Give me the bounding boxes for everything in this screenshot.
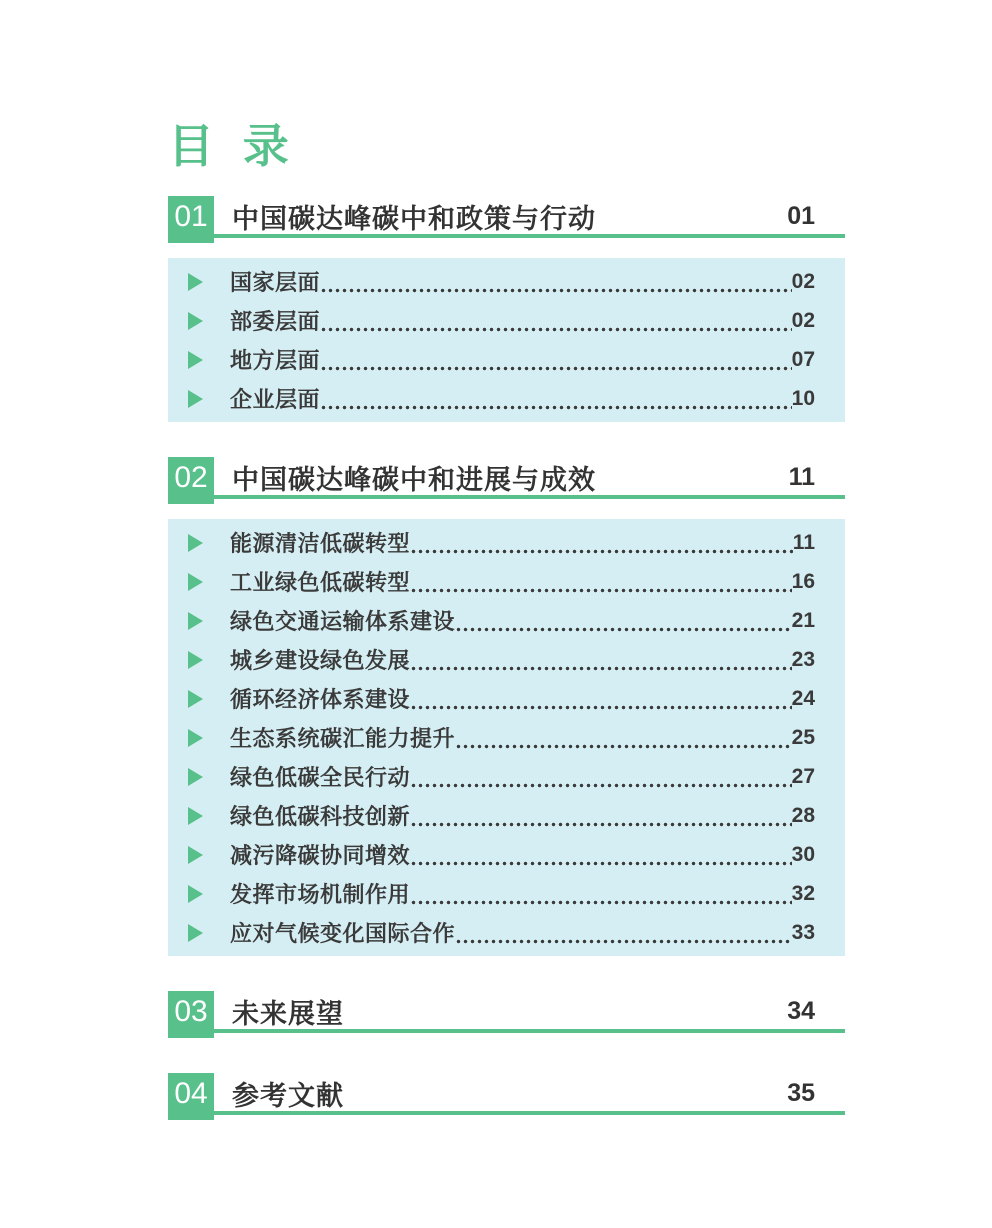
- toc-item[interactable]: [168, 913, 815, 952]
- section-number: 04: [174, 1077, 208, 1110]
- toc-item[interactable]: [168, 340, 815, 379]
- dotted-leader: [320, 327, 792, 332]
- triangle-right-icon: [188, 807, 203, 825]
- section-underline: [168, 1029, 845, 1033]
- toc-item-page-number: 23: [791, 647, 815, 671]
- toc-item[interactable]: [168, 601, 815, 640]
- toc-section: [168, 1073, 845, 1120]
- toc-item[interactable]: [168, 301, 815, 340]
- section-header: [168, 991, 845, 1038]
- toc-item-label: 企业层面: [230, 387, 321, 412]
- section-title[interactable]: 中国碳达峰碳中和进展与成效: [232, 464, 596, 495]
- section-underline: [168, 234, 845, 238]
- triangle-right-icon: [188, 651, 203, 669]
- toc-item-page-number: 07: [791, 347, 815, 371]
- toc-item[interactable]: [168, 262, 815, 301]
- toc-item-page-number: 32: [791, 881, 815, 905]
- toc-item-label: 生态系统碳汇能力提升: [230, 726, 456, 751]
- toc-item-page-number: 30: [791, 842, 815, 866]
- toc-section: [168, 457, 845, 956]
- toc-item-page-number: 28: [791, 803, 815, 827]
- toc-item[interactable]: [168, 757, 815, 796]
- triangle-right-icon: [188, 924, 203, 942]
- toc-item-label: 发挥市场机制作用: [230, 882, 411, 907]
- toc-item-page-number: 02: [791, 308, 815, 332]
- triangle-right-icon: [188, 612, 203, 630]
- toc-item-page-number: 02: [791, 269, 815, 293]
- toc-item-label: 能源清洁低碳转型: [230, 531, 411, 556]
- toc-item-page-number: 25: [791, 725, 815, 749]
- dotted-leader: [410, 861, 792, 866]
- toc-item[interactable]: [168, 718, 815, 757]
- section-header-row: [168, 457, 845, 497]
- toc-section: [168, 991, 845, 1038]
- toc-item-page-number: 33: [791, 920, 815, 944]
- section-header-row: [168, 991, 845, 1031]
- section-number-badge: [168, 196, 214, 243]
- toc-item-label: 国家层面: [230, 270, 321, 295]
- toc-item-label: 减污降碳协同增效: [230, 843, 411, 868]
- section-items-panel: [168, 519, 845, 956]
- section-number: 02: [174, 461, 208, 494]
- toc-item-label: 绿色交通运输体系建设: [230, 609, 456, 634]
- toc-item-page-number: 27: [791, 764, 815, 788]
- section-page-number: 34: [787, 996, 815, 1025]
- dotted-leader: [410, 900, 792, 905]
- toc-item[interactable]: [168, 874, 815, 913]
- toc-item-label: 工业绿色低碳转型: [230, 570, 411, 595]
- toc-item-label: 地方层面: [230, 348, 321, 373]
- triangle-right-icon: [188, 729, 203, 747]
- dotted-leader: [410, 822, 792, 827]
- toc-item-label: 城乡建设绿色发展: [230, 648, 411, 673]
- dotted-leader: [410, 666, 792, 671]
- section-number: 03: [174, 995, 208, 1028]
- triangle-right-icon: [188, 768, 203, 786]
- section-title[interactable]: 未来展望: [232, 998, 344, 1029]
- dotted-leader: [455, 627, 792, 632]
- section-header: [168, 196, 845, 243]
- toc-item[interactable]: [168, 640, 815, 679]
- dotted-leader: [320, 288, 792, 293]
- triangle-right-icon: [188, 690, 203, 708]
- section-underline: [168, 495, 845, 499]
- toc-item[interactable]: [168, 796, 815, 835]
- dotted-leader: [320, 405, 792, 410]
- section-page-number: 35: [787, 1078, 815, 1107]
- section-page-number: 01: [787, 201, 815, 230]
- dotted-leader: [410, 588, 792, 593]
- section-number-badge: [168, 457, 214, 504]
- triangle-right-icon: [188, 885, 203, 903]
- toc-item[interactable]: [168, 835, 815, 874]
- toc-item-page-number: 16: [791, 569, 815, 593]
- triangle-right-icon: [188, 273, 203, 291]
- toc-item-label: 部委层面: [230, 309, 321, 334]
- toc-item[interactable]: [168, 379, 815, 418]
- toc-item[interactable]: [168, 679, 815, 718]
- section-header: [168, 457, 845, 504]
- triangle-right-icon: [188, 573, 203, 591]
- toc-item-page-number: 21: [791, 608, 815, 632]
- section-page-number: 11: [788, 462, 815, 491]
- dotted-leader: [455, 939, 792, 944]
- section-number-badge: [168, 991, 214, 1038]
- section-header-row: [168, 1073, 845, 1113]
- section-number-badge: [168, 1073, 214, 1120]
- sections-container: [168, 196, 845, 1120]
- section-title[interactable]: 参考文献: [232, 1080, 344, 1111]
- toc-item-label: 应对气候变化国际合作: [230, 921, 456, 946]
- section-header: [168, 1073, 845, 1120]
- triangle-right-icon: [188, 846, 203, 864]
- triangle-right-icon: [188, 312, 203, 330]
- dotted-leader: [320, 366, 792, 371]
- toc-item[interactable]: [168, 523, 815, 562]
- dotted-leader: [410, 783, 792, 788]
- triangle-right-icon: [188, 351, 203, 369]
- toc-item-label: 绿色低碳全民行动: [230, 765, 411, 790]
- toc-section: [168, 196, 845, 422]
- toc-item[interactable]: [168, 562, 815, 601]
- triangle-right-icon: [188, 390, 203, 408]
- triangle-right-icon: [188, 534, 203, 552]
- toc-item-page-number: 24: [791, 686, 815, 710]
- section-number: 01: [174, 200, 208, 233]
- section-header-row: [168, 196, 845, 236]
- section-underline: [168, 1111, 845, 1115]
- dotted-leader: [410, 549, 793, 554]
- toc-item-label: 绿色低碳科技创新: [230, 804, 411, 829]
- section-title[interactable]: 中国碳达峰碳中和政策与行动: [232, 203, 596, 234]
- toc-item-page-number: 11: [792, 530, 815, 554]
- dotted-leader: [410, 705, 792, 710]
- toc-item-page-number: 10: [791, 386, 815, 410]
- section-items-panel: [168, 258, 845, 422]
- dotted-leader: [455, 744, 792, 749]
- toc-item-label: 循环经济体系建设: [230, 687, 411, 712]
- page-title: 目 录: [168, 120, 297, 172]
